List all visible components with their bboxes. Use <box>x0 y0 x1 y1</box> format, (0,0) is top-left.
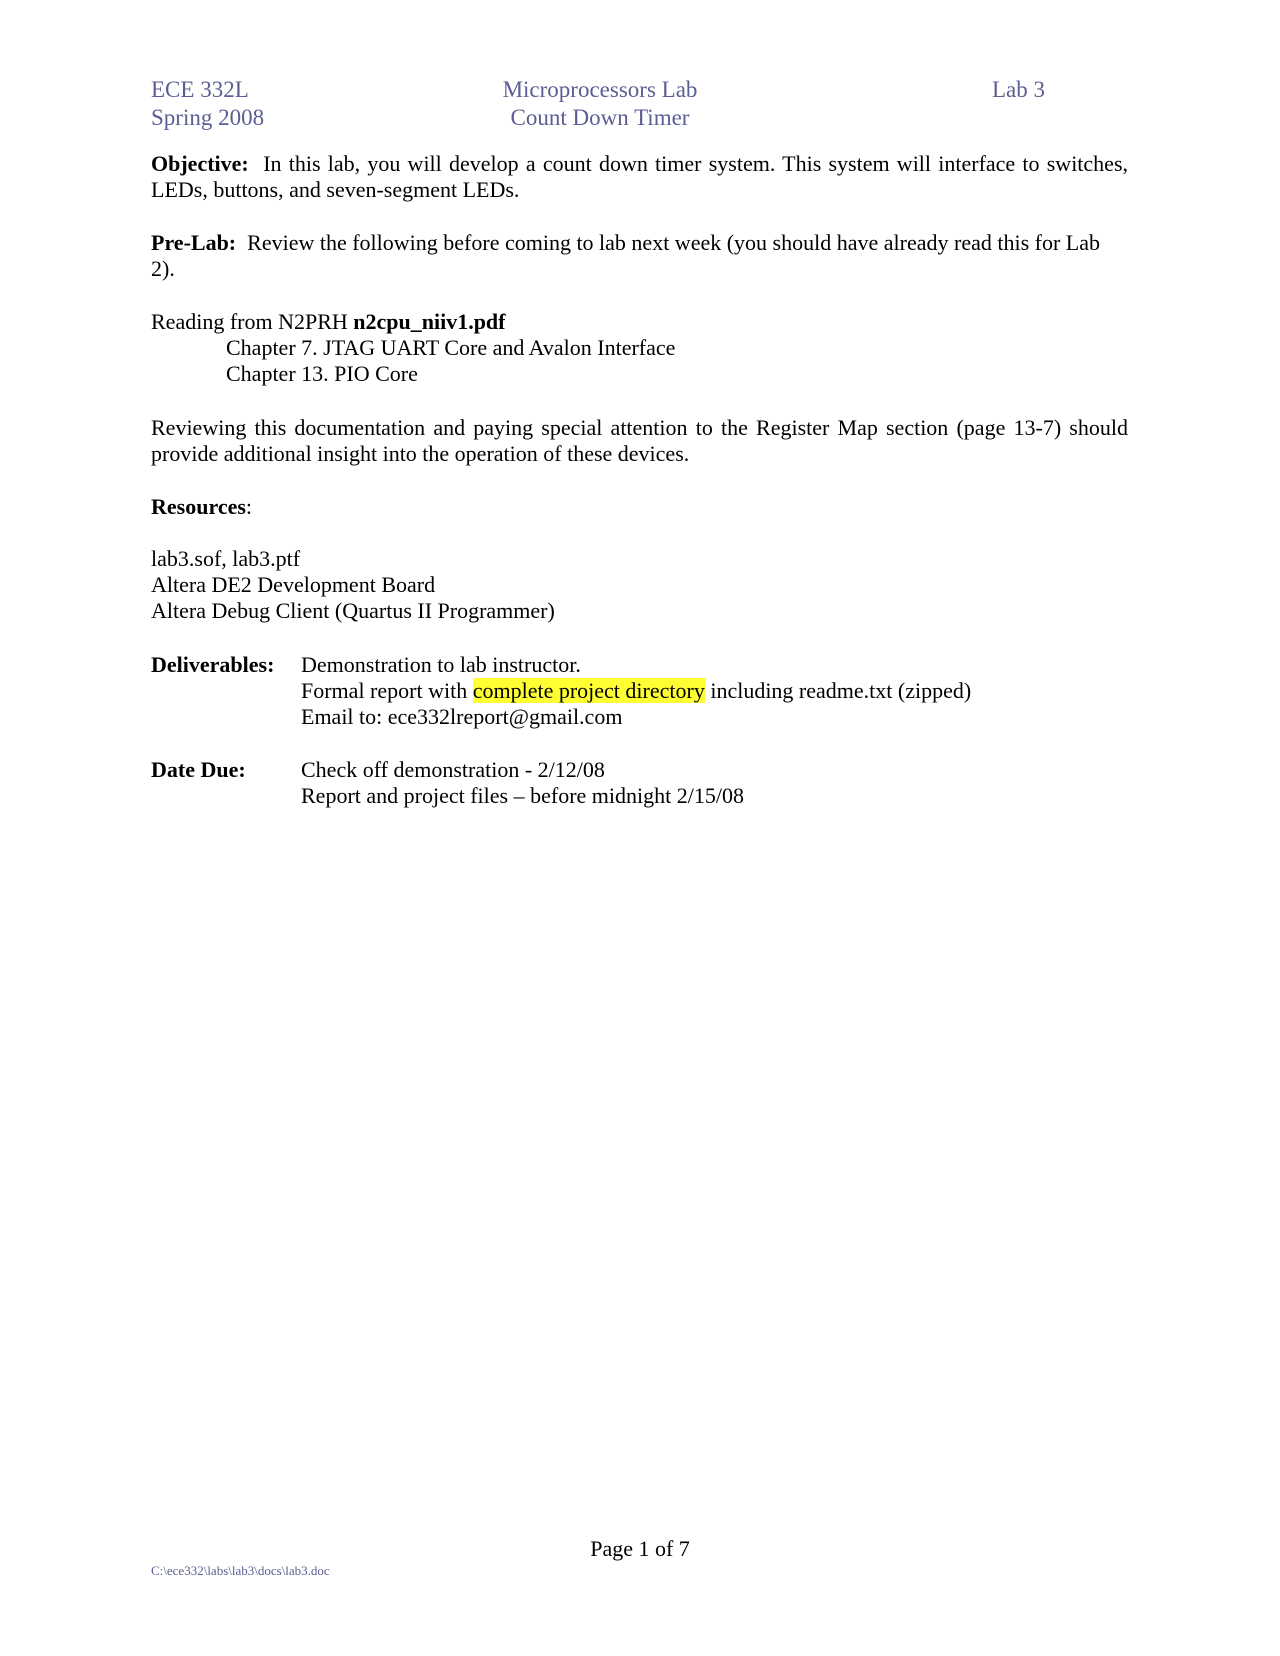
date-due-label: Date Due: <box>151 757 246 782</box>
reviewing-paragraph: Reviewing this documentation and paying special attention to the Register Map section (page 13-7) should provide additional insight into the operation of these devices. <box>151 415 1128 466</box>
date-due-item: Check off demonstration - 2/12/08 <box>301 757 605 782</box>
file-path: C:\ece332\labs\lab3\docs\lab3.doc <box>151 1563 330 1578</box>
deliverable-text: Formal report with <box>301 678 468 703</box>
prelab-label: Pre-Lab: <box>151 230 237 255</box>
header-left <box>151 76 264 132</box>
resources-label: Resources <box>151 494 246 519</box>
reading-file: n2cpu_niiv1.pdf <box>353 309 506 334</box>
deliverable-text: including readme.txt (zipped) <box>710 678 972 703</box>
deliverable-item: Demonstration to lab instructor. <box>301 652 581 677</box>
prelab-text: Review the following before coming to lab next week (you should have already read this for Lab 2). <box>151 230 1100 281</box>
resources-list <box>151 546 1128 624</box>
document-subtitle: Count Down Timer <box>510 105 690 130</box>
resources-colon: : <box>245 494 253 519</box>
header-right <box>992 76 1045 104</box>
deliverables-values <box>301 652 971 730</box>
objective-label: Objective: <box>151 151 249 176</box>
deliverable-item: Email to: ece332lreport@gmail.com <box>301 704 623 729</box>
resource-item: Altera Debug Client (Quartus II Programmer) <box>151 598 555 623</box>
date-due-values <box>301 757 744 809</box>
objective-text: In this lab, you will develop a count down timer system. This system will interface to switches, LEDs, buttons, and seven-segment LEDs. <box>151 151 1129 202</box>
header-center <box>490 76 710 132</box>
term: Spring 2008 <box>151 105 265 130</box>
prelab-paragraph <box>151 230 1128 282</box>
document-title: Microprocessors Lab <box>502 77 698 102</box>
highlighted-text: complete project directory <box>472 678 705 703</box>
resources-heading <box>151 494 1128 520</box>
reading-chapter: Chapter 7. JTAG UART Core and Avalon Interface <box>226 335 676 360</box>
course-code: ECE 332L <box>151 77 249 102</box>
lab-number: Lab 3 <box>992 77 1046 102</box>
resource-item: Altera DE2 Development Board <box>151 572 436 597</box>
date-due-item: Report and project files – before midnight 2/15/08 <box>301 783 744 808</box>
reading-chapter: Chapter 13. PIO Core <box>226 361 418 386</box>
deliverables-label: Deliverables: <box>151 652 275 677</box>
reading-section <box>151 309 1128 387</box>
page-number: Page 1 of 7 <box>590 1536 690 1561</box>
objective-paragraph <box>151 151 1128 203</box>
reading-prefix: Reading from N2PRH <box>151 309 348 334</box>
resource-item: lab3.sof, lab3.ptf <box>151 546 301 571</box>
reading-line <box>151 309 1128 335</box>
deliverable-item <box>301 678 971 704</box>
